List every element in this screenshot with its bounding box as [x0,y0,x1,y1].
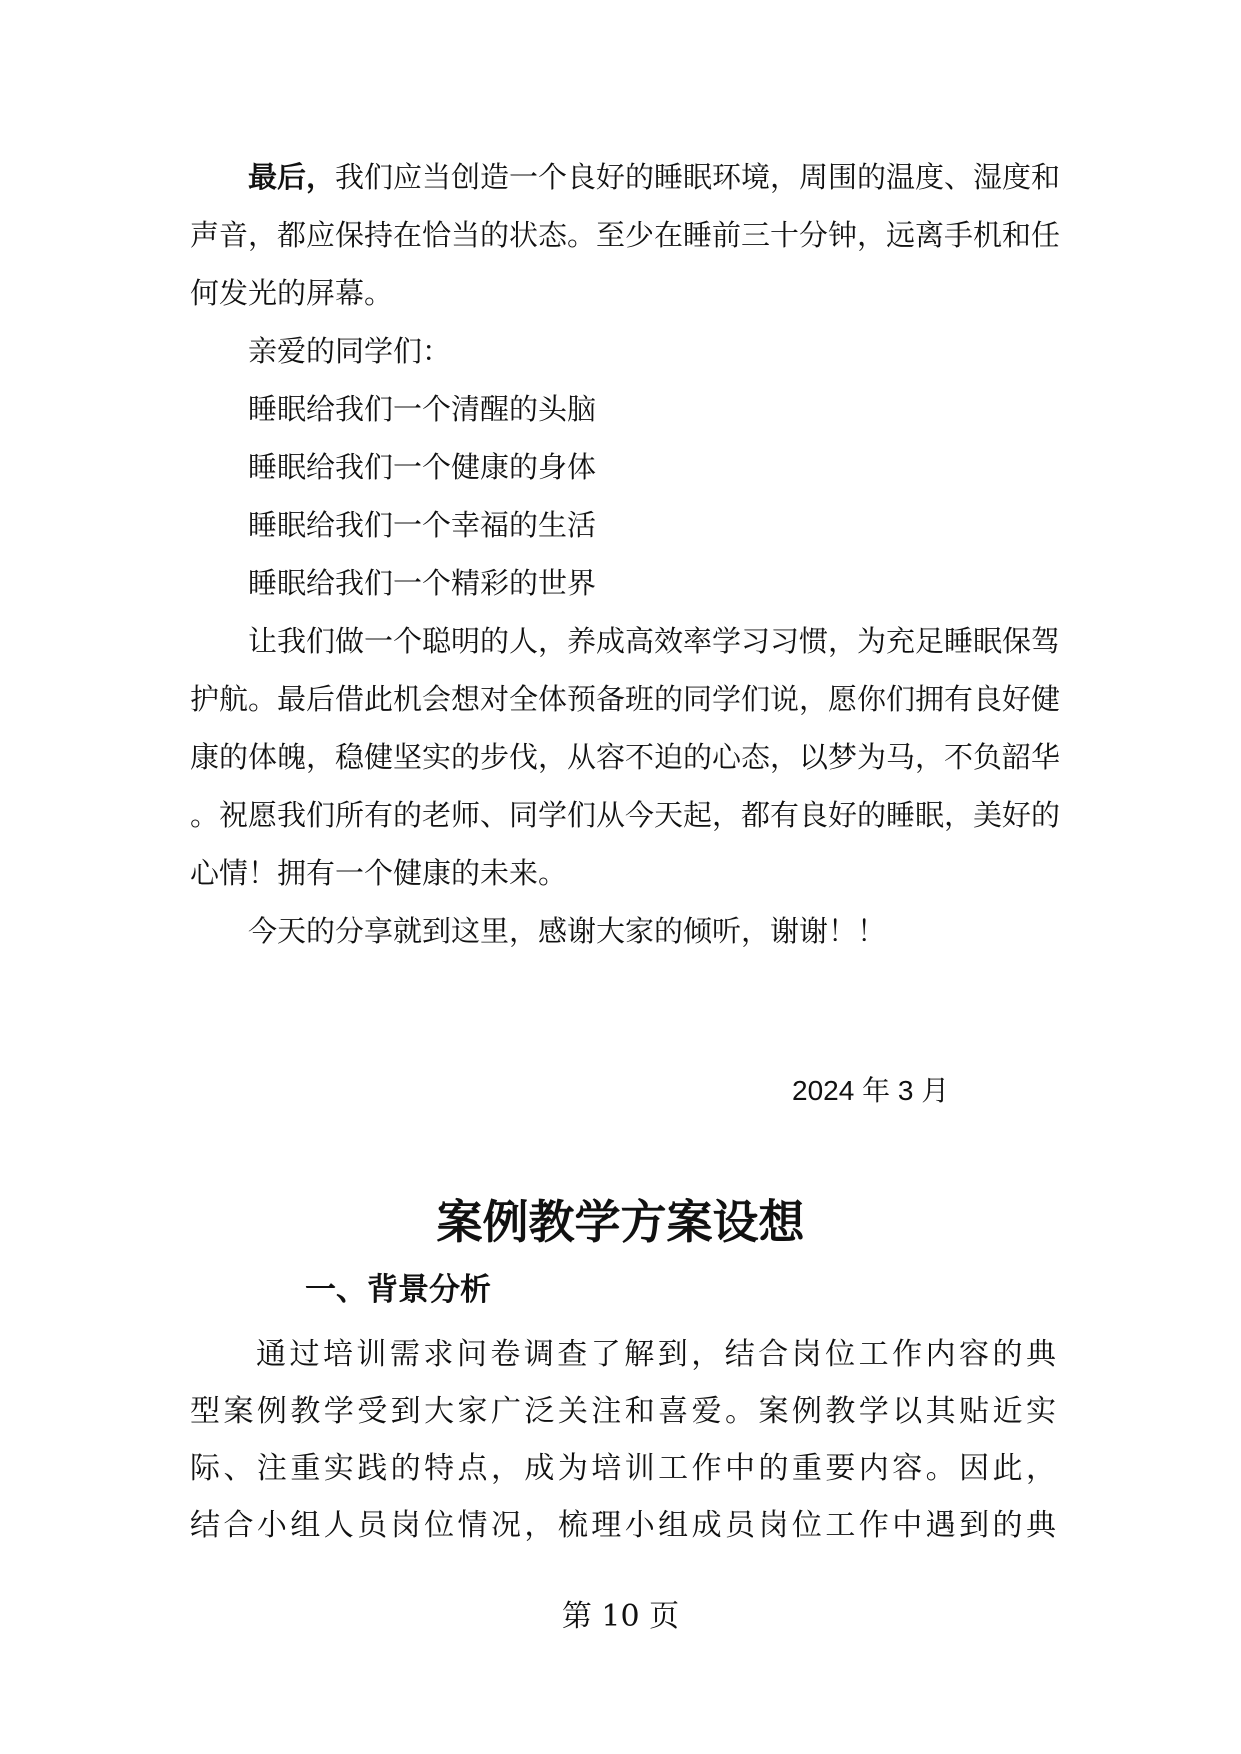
paragraph-line: 何发光的屏幕。 [190,278,394,310]
paragraph-line: 声音，都应保持在恰当的状态。至少在睡前三十分钟，远离手机和任 [190,220,1061,252]
page-number: 第 10 页 [561,1599,680,1634]
section-heading: 一、背景分析 [305,1272,491,1308]
paragraph-line: 结合小组人员岗位情况，梳理小组成员岗位工作中遇到的典 [190,1508,1056,1543]
date: 2024 年 3 月 [792,1075,950,1106]
greeting: 亲爱的同学们： [248,336,452,368]
closing-line: 今天的分享就到这里，感谢大家的倾听，谢谢！！ [248,916,887,948]
paragraph-line: 型案例教学受到大家广泛关注和喜爱。案例教学以其贴近实 [190,1394,1056,1429]
paragraph-line: 让我们做一个聪明的人，养成高效率学习习惯，为充足睡眠保驾 [248,626,1061,658]
document-title: 案例教学方案设想 [436,1195,805,1249]
paragraph-line: 护航。最后借此机会想对全体预备班的同学们说，愿你们拥有良好健 [190,684,1061,716]
poem-line: 睡眠给我们一个幸福的生活 [248,510,597,542]
bold-lead: 最后， [248,162,336,194]
paragraph-line: 心情！拥有一个健康的未来。 [190,858,568,890]
poem-line: 睡眠给我们一个健康的身体 [248,452,597,484]
paragraph-line [248,158,1061,198]
paragraph-line: 。祝愿我们所有的老师、同学们从今天起，都有良好的睡眠，美好的 [190,800,1061,832]
poem-line: 睡眠给我们一个精彩的世界 [248,568,597,600]
poem-line: 睡眠给我们一个清醒的头脑 [248,394,597,426]
paragraph-line: 康的体魄，稳健坚实的步伐，从容不迫的心态，以梦为马，不负韶华 [190,742,1061,774]
paragraph-line: 际、注重实践的特点，成为培训工作中的重要内容。因此， [190,1451,1056,1486]
paragraph-line: 通过培训需求问卷调查了解到，结合岗位工作内容的典 [256,1337,1056,1372]
paragraph-text: 我们应当创造一个良好的睡眠环境，周围的温度、湿度和 [335,162,1061,194]
